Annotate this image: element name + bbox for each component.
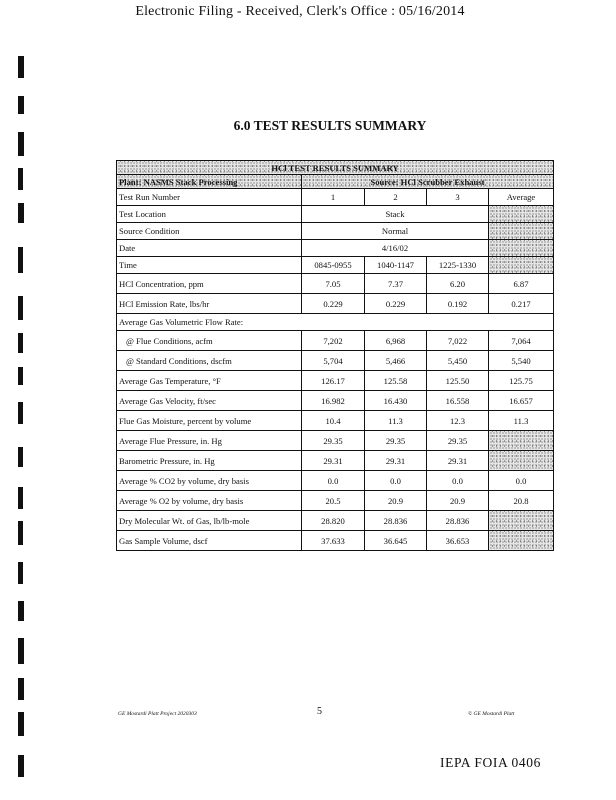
- scan-mark: [18, 521, 23, 545]
- average-value: 0.0: [489, 471, 554, 491]
- run-3-value: 125.50: [427, 371, 489, 391]
- date-value: 4/16/02: [302, 240, 489, 257]
- run-1-value: 0.0: [302, 471, 365, 491]
- flow-rate-header-row: [117, 314, 554, 331]
- run-3-value: 1225-1330: [427, 257, 489, 274]
- run-1-value: 0845-0955: [302, 257, 365, 274]
- table-row: [117, 431, 554, 451]
- average-value: 125.75: [489, 371, 554, 391]
- run-3-value: 6.20: [427, 274, 489, 294]
- scan-mark: [18, 487, 23, 509]
- scan-mark: [18, 56, 24, 78]
- run-2-value: 1040-1147: [365, 257, 427, 274]
- average-value: 5,540: [489, 351, 554, 371]
- run-1-value: 7,202: [302, 331, 365, 351]
- run-3-value: 16.558: [427, 391, 489, 411]
- average-value: [489, 451, 554, 471]
- shaded-cell: [489, 223, 554, 240]
- scan-mark: [18, 402, 23, 424]
- table-row: [117, 257, 554, 274]
- run-2-value: 28.836: [365, 511, 427, 531]
- run-2-value: 5,466: [365, 351, 427, 371]
- run-3-value: 28.836: [427, 511, 489, 531]
- run-3-value: 20.9: [427, 491, 489, 511]
- run-3-value: 5,450: [427, 351, 489, 371]
- run-1-value: 5,704: [302, 351, 365, 371]
- scan-mark: [18, 296, 23, 320]
- scan-mark: [18, 96, 24, 114]
- plant-label: Plant: NASMS Stack Processing: [117, 175, 302, 189]
- run-2-value: 0.0: [365, 471, 427, 491]
- foia-stamp: IEPA FOIA 0406: [440, 755, 541, 770]
- date-label: Date: [117, 240, 302, 257]
- scan-mark: [18, 333, 23, 353]
- row-label: Flue Gas Moisture, percent by volume: [117, 411, 302, 431]
- run-1-value: 20.5: [302, 491, 365, 511]
- row-label: Barometric Pressure, in. Hg: [117, 451, 302, 471]
- run-number-row: [117, 189, 554, 206]
- scan-mark: [18, 601, 24, 621]
- run-number-label: Test Run Number: [117, 189, 302, 206]
- date-row: [117, 240, 554, 257]
- run-3-value: 0.192: [427, 294, 489, 314]
- table-row: [117, 471, 554, 491]
- average-value: 11.3: [489, 411, 554, 431]
- row-label: Average Gas Velocity, ft/sec: [117, 391, 302, 411]
- average-value: [489, 531, 554, 551]
- table-row: [117, 531, 554, 551]
- run-1-value: 126.17: [302, 371, 365, 391]
- average-header: Average: [489, 189, 554, 206]
- average-value: 0.217: [489, 294, 554, 314]
- scan-mark: [18, 447, 23, 467]
- run-1-header: 1: [302, 189, 365, 206]
- run-3-value: 36.653: [427, 531, 489, 551]
- source-label: Source: HCl Scrubber Exhaust: [302, 175, 554, 189]
- filing-header: Electronic Filing - Received, Clerk's Office : 05/16/2014: [135, 4, 465, 19]
- average-value: 7,064: [489, 331, 554, 351]
- page-number: 5: [317, 706, 322, 717]
- scan-mark: [18, 168, 23, 190]
- row-label: Average Gas Temperature, °F: [117, 371, 302, 391]
- average-value: 20.8: [489, 491, 554, 511]
- run-2-value: 0.229: [365, 294, 427, 314]
- shaded-cell: [489, 206, 554, 223]
- run-2-value: 20.9: [365, 491, 427, 511]
- row-label: Time: [117, 257, 302, 274]
- run-2-value: 125.58: [365, 371, 427, 391]
- run-1-value: 0.229: [302, 294, 365, 314]
- table-row: [117, 371, 554, 391]
- run-3-value: 0.0: [427, 471, 489, 491]
- row-label: Average % O2 by volume, dry basis: [117, 491, 302, 511]
- table-row: [117, 331, 554, 351]
- run-2-value: 11.3: [365, 411, 427, 431]
- scan-mark: [18, 678, 24, 700]
- run-2-value: 29.31: [365, 451, 427, 471]
- run-1-value: 37.633: [302, 531, 365, 551]
- table-row: [117, 451, 554, 471]
- table-title-row: [117, 161, 554, 175]
- footer-project: GE Mostardi Platt Project 2020303: [118, 711, 197, 717]
- table-row: [117, 491, 554, 511]
- run-1-value: 16.982: [302, 391, 365, 411]
- row-label: Gas Sample Volume, dscf: [117, 531, 302, 551]
- row-label: @ Standard Conditions, dscfm: [117, 351, 302, 371]
- run-2-value: 6,968: [365, 331, 427, 351]
- run-3-header: 3: [427, 189, 489, 206]
- run-2-value: 7.37: [365, 274, 427, 294]
- run-2-header: 2: [365, 189, 427, 206]
- average-value: [489, 431, 554, 451]
- average-value: 6.87: [489, 274, 554, 294]
- plant-source-row: [117, 175, 554, 189]
- scan-mark: [18, 755, 24, 777]
- run-3-value: 29.31: [427, 451, 489, 471]
- section-title: 6.0 TEST RESULTS SUMMARY: [233, 118, 427, 133]
- scan-mark: [18, 367, 23, 385]
- table-row: [117, 411, 554, 431]
- run-2-value: 36.645: [365, 531, 427, 551]
- results-table: [116, 160, 554, 551]
- table-row: [117, 511, 554, 531]
- run-1-value: 29.31: [302, 451, 365, 471]
- row-label: @ Flue Conditions, acfm: [117, 331, 302, 351]
- row-label: Average % CO2 by volume, dry basis: [117, 471, 302, 491]
- average-value: 16.657: [489, 391, 554, 411]
- location-row: [117, 206, 554, 223]
- footer-company: © GE Mostardi Platt: [468, 711, 515, 717]
- run-3-value: 7,022: [427, 331, 489, 351]
- location-label: Test Location: [117, 206, 302, 223]
- condition-row: [117, 223, 554, 240]
- run-1-value: 28.820: [302, 511, 365, 531]
- scan-mark: [18, 562, 23, 584]
- run-3-value: 12.3: [427, 411, 489, 431]
- row-label: HCl Concentration, ppm: [117, 274, 302, 294]
- scan-mark: [18, 638, 24, 664]
- scan-mark: [18, 203, 24, 223]
- run-1-value: 7.05: [302, 274, 365, 294]
- location-value: Stack: [302, 206, 489, 223]
- run-2-value: 16.430: [365, 391, 427, 411]
- scan-mark: [18, 132, 24, 156]
- table-row: [117, 294, 554, 314]
- condition-label: Source Condition: [117, 223, 302, 240]
- run-2-value: 29.35: [365, 431, 427, 451]
- condition-value: Normal: [302, 223, 489, 240]
- table-title: HCl TEST RESULTS SUMMARY: [117, 161, 554, 175]
- run-3-value: 29.35: [427, 431, 489, 451]
- shaded-cell: [489, 240, 554, 257]
- table-row: [117, 391, 554, 411]
- run-1-value: 29.35: [302, 431, 365, 451]
- average-value: [489, 257, 554, 274]
- run-1-value: 10.4: [302, 411, 365, 431]
- row-label: Average Flue Pressure, in. Hg: [117, 431, 302, 451]
- row-label: Dry Molecular Wt. of Gas, lb/lb-mole: [117, 511, 302, 531]
- table-row: [117, 351, 554, 371]
- row-label: HCl Emission Rate, lbs/hr: [117, 294, 302, 314]
- flow-rate-label: Average Gas Volumetric Flow Rate:: [117, 314, 554, 331]
- scan-mark: [18, 712, 24, 736]
- average-value: [489, 511, 554, 531]
- scan-mark: [18, 247, 23, 273]
- table-row: [117, 274, 554, 294]
